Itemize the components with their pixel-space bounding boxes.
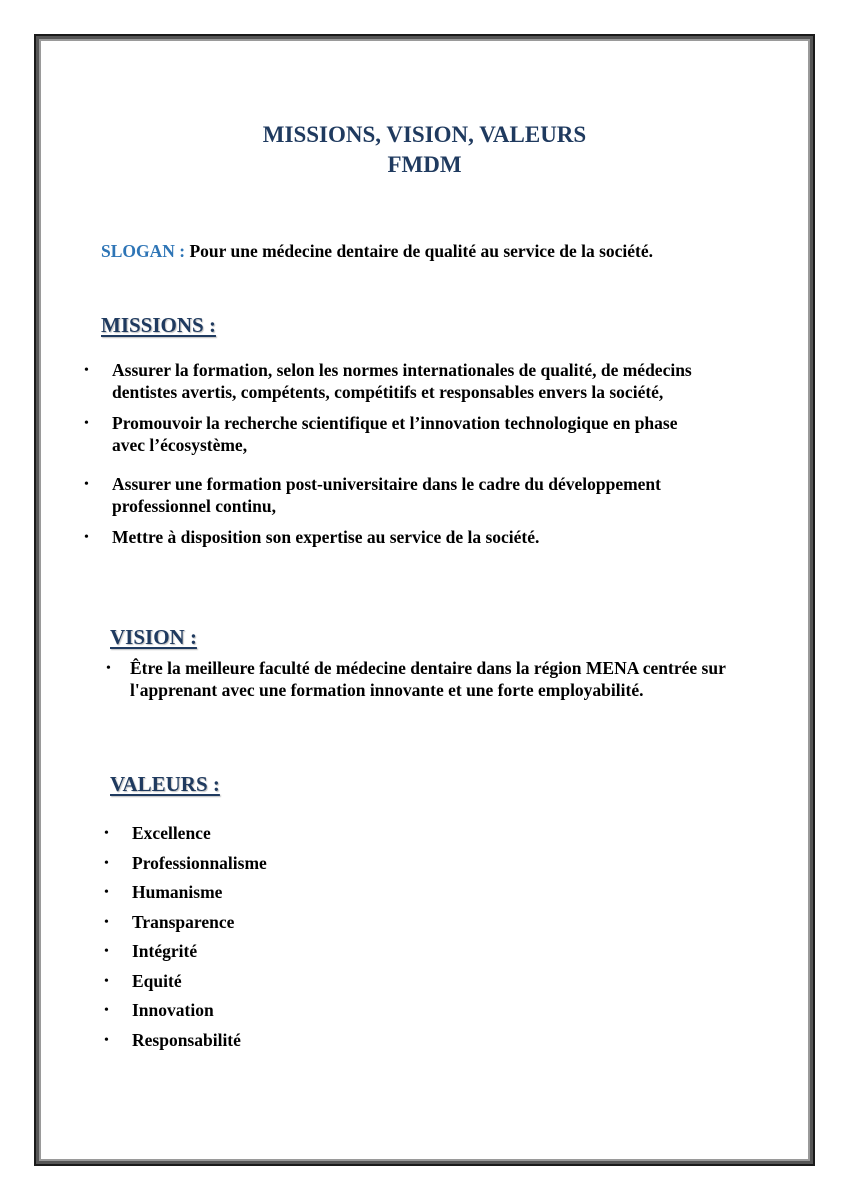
missions-heading: MISSIONS :: [101, 313, 216, 337]
bullet-icon: •: [104, 1032, 109, 1048]
valeurs-heading: VALEURS :: [110, 772, 220, 796]
slogan-text: Pour une médecine dentaire de qualité au service de la société.: [185, 241, 654, 261]
list-item: • Responsabilité: [104, 1029, 241, 1050]
list-item: • Excellence: [104, 823, 211, 843]
bullet-icon: •: [84, 530, 89, 545]
bullet-icon: •: [104, 885, 109, 900]
slogan: [101, 241, 653, 262]
bullet-icon: •: [104, 826, 109, 841]
bullet-icon: •: [106, 661, 111, 676]
list-item: • Equité: [104, 970, 182, 991]
bullet-icon: •: [104, 973, 109, 989]
bullet-icon: •: [84, 477, 89, 492]
list-item: • Être la meilleure faculté de médecine dentaire dans la région MENA centrée sur l'apprenant avec une formation innovante et une forte employabilité.: [106, 658, 726, 700]
slogan-label: SLOGAN :: [101, 241, 186, 261]
valeurs-list: [104, 823, 404, 1059]
bullet-icon: •: [104, 855, 109, 871]
vision-list: [106, 658, 726, 701]
page-title: [0, 120, 849, 180]
missions-list: [84, 360, 744, 559]
vision-heading: VISION :: [110, 625, 197, 649]
list-item: • Assurer la formation, selon les normes internationales de qualité, de médecins dentistes avertis, compétents, compétitifs et responsables envers la société,: [84, 360, 692, 402]
bullet-icon: •: [104, 1003, 109, 1018]
list-item: • Innovation: [104, 1000, 214, 1020]
list-item: • Promouvoir la recherche scientifique et l’innovation technologique en phase avec l’écosystème,: [84, 413, 678, 455]
list-item: • Assurer une formation post-universitaire dans le cadre du développement professionnel continu,: [84, 474, 661, 516]
list-item: • Intégrité: [104, 941, 198, 961]
bullet-icon: •: [84, 416, 89, 431]
list-item: • Transparence: [104, 911, 235, 932]
list-item: • Professionnalisme: [104, 852, 267, 873]
bullet-icon: •: [104, 914, 109, 930]
list-item: • Mettre à disposition son expertise au service de la société.: [84, 527, 540, 547]
bullet-icon: •: [104, 944, 109, 959]
title-line-1: MISSIONS, VISION, VALEURS: [262, 122, 587, 147]
title-line-2: FMDM: [387, 152, 462, 177]
list-item: • Humanisme: [104, 882, 223, 902]
bullet-icon: •: [84, 363, 89, 378]
